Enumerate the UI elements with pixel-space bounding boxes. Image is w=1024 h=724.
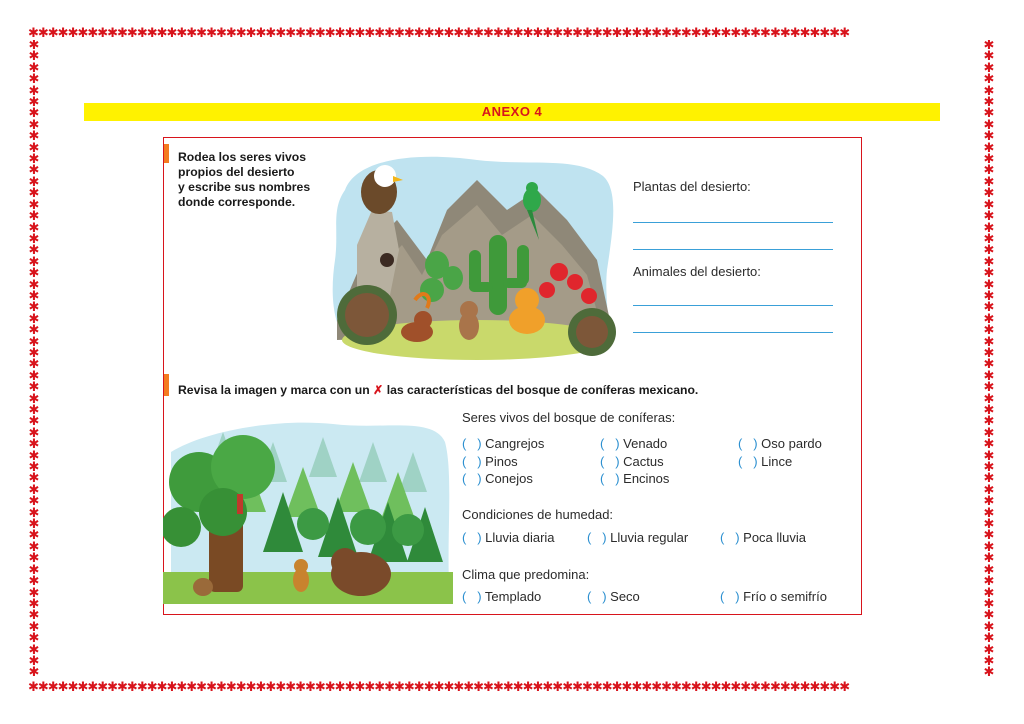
option-frio-semifrio[interactable]: ( ) Frío o semifrío [720,589,827,604]
animals-answer-line-1[interactable] [633,305,833,306]
section2-marker [164,374,169,396]
option-lince[interactable]: ( ) Lince [738,454,793,469]
x-mark-icon: ✗ [373,383,384,397]
border-right: ✱ ✱ ✱ ✱ ✱ ✱ ✱ ✱ ✱ ✱ ✱ ✱ ✱ ✱ ✱ ✱ ✱ ✱ ✱ ✱ ✱ ✱ ✱ ✱ ✱ ✱ ✱ ✱ ✱ ✱ ✱ ✱ ✱ ✱ ✱ ✱ ✱ ✱ ✱ ✱ ✱ ✱ ✱ ✱ ✱ ✱ ✱ ✱ ✱ ✱ ✱ ✱ ✱ ✱ ✱ ✱ [983,40,995,681]
section1-instruction: Rodea los seres vivos propios del desierto y escribe sus nombres donde corresponde. [178,150,311,209]
option-conejos[interactable]: ( ) Conejos [462,471,533,486]
option-encinos[interactable]: ( ) Encinos [600,471,670,486]
option-cangrejos[interactable]: ( ) Cangrejos [462,436,545,451]
option-oso-pardo[interactable]: ( ) Oso pardo [738,436,822,451]
forest-illustration[interactable] [163,412,453,604]
option-templado[interactable]: ( ) Templado [462,589,542,604]
plants-answer-line-2[interactable] [633,249,833,250]
option-seco[interactable]: ( ) Seco [587,589,640,604]
border-bottom: ✱✱✱✱✱✱✱✱✱✱✱✱✱✱✱✱✱✱✱✱✱✱✱✱✱✱✱✱✱✱✱✱✱✱✱✱✱✱✱✱✱✱✱✱✱✱✱✱✱✱✱✱✱✱✱✱✱✱✱✱✱✱✱✱✱✱✱✱✱✱✱✱✱✱✱✱✱✱✱✱✱✱✱ [28,681,850,695]
desert-illustration[interactable] [327,150,619,360]
plants-label: Plantas del desierto: [633,179,751,194]
animals-answer-line-2[interactable] [633,332,833,333]
animals-label: Animales del desierto: [633,264,761,279]
section1-marker [164,144,169,163]
option-venado[interactable]: ( ) Venado [600,436,668,451]
option-lluvia-regular[interactable]: ( ) Lluvia regular [587,530,689,545]
option-pinos[interactable]: ( ) Pinos [462,454,518,469]
page-title: ANEXO 4 [84,103,940,121]
section2-instruction: Revisa la imagen y marca con un ✗ las características del bosque de coníferas mexicano. [178,383,699,397]
humidity-heading: Condiciones de humedad: [462,507,614,522]
option-cactus[interactable]: ( ) Cactus [600,454,664,469]
climate-heading: Clima que predomina: [462,567,590,582]
border-top: ✱✱✱✱✱✱✱✱✱✱✱✱✱✱✱✱✱✱✱✱✱✱✱✱✱✱✱✱✱✱✱✱✱✱✱✱✱✱✱✱✱✱✱✱✱✱✱✱✱✱✱✱✱✱✱✱✱✱✱✱✱✱✱✱✱✱✱✱✱✱✱✱✱✱✱✱✱✱✱✱✱✱✱ [28,27,850,41]
plants-answer-line-1[interactable] [633,222,833,223]
option-lluvia-diaria[interactable]: ( ) Lluvia diaria [462,530,555,545]
beings-heading: Seres vivos del bosque de coníferas: [462,410,676,425]
border-left: ✱ ✱ ✱ ✱ ✱ ✱ ✱ ✱ ✱ ✱ ✱ ✱ ✱ ✱ ✱ ✱ ✱ ✱ ✱ ✱ ✱ ✱ ✱ ✱ ✱ ✱ ✱ ✱ ✱ ✱ ✱ ✱ ✱ ✱ ✱ ✱ ✱ ✱ ✱ ✱ ✱ ✱ ✱ ✱ ✱ ✱ ✱ ✱ ✱ ✱ ✱ ✱ ✱ ✱ ✱ ✱ [28,40,40,681]
option-poca-lluvia[interactable]: ( ) Poca lluvia [720,530,807,545]
